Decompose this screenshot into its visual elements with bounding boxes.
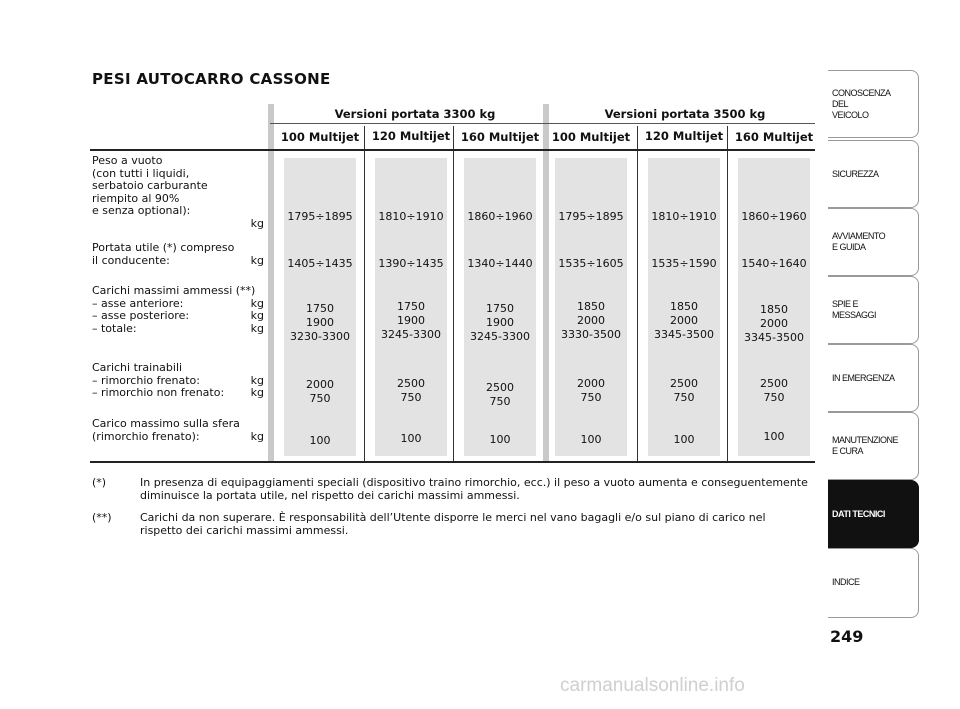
column-header: 100 Multijet [551, 130, 631, 144]
cell-value: 100 [580, 433, 602, 446]
cell-value: 1860÷1960 [741, 210, 807, 223]
cell-value: 2500 750 [670, 377, 698, 404]
sidebar-tab-label: AVVIAMENTO E GUIDA [832, 231, 886, 252]
column-separator [727, 126, 728, 462]
row-unit: kg [250, 217, 264, 230]
cell-value: 1750 1900 3245-3300 [381, 300, 441, 341]
cell-value: 100 [489, 433, 511, 446]
note-1-mark: (*) [92, 476, 107, 489]
sidebar-tab-label: INDICE [832, 576, 860, 587]
sidebar-tab[interactable] [828, 208, 919, 276]
cell-value: 2500 750 [486, 381, 514, 408]
cell-value: 1750 1900 3245-3300 [470, 302, 530, 343]
watermark: carmanualsonline.info [560, 675, 745, 696]
cell-value: 2500 750 [760, 377, 788, 404]
row-label: Carichi trainabili – rimorchio frenato: – rimorchio non frenato: [92, 361, 225, 399]
page-number: 249 [830, 627, 864, 646]
row-unit: kg kg [250, 373, 264, 399]
cell-value: 1535÷1590 [651, 257, 717, 270]
row-label: Carichi massimi ammessi (**) – asse anteriore: – asse posteriore: – totale: [92, 284, 256, 335]
column-separator [637, 126, 638, 462]
sidebar-tab-label: IN EMERGENZA [832, 372, 895, 383]
note-2-mark: (**) [92, 511, 112, 524]
header-rule [90, 149, 815, 151]
cell-value: 2000 750 [577, 377, 605, 404]
cell-value: 1405÷1435 [287, 257, 353, 270]
cell-value: 1810÷1910 [378, 210, 444, 223]
group-divider-right [543, 104, 549, 152]
sidebar-tab[interactable] [828, 480, 919, 548]
cell-value: 100 [400, 432, 422, 445]
column-header: 160 Multijet [734, 130, 814, 144]
page-title: PESI AUTOCARRO CASSONE [92, 70, 331, 88]
group-divider-body [268, 152, 274, 462]
cell-value: 100 [763, 430, 785, 443]
cell-value: 1850 2000 3345-3500 [654, 300, 714, 341]
cell-value: 2000 750 [306, 378, 334, 405]
cell-value: 1850 2000 3330-3500 [561, 300, 621, 341]
cell-value: 1750 1900 3230-3300 [290, 302, 350, 343]
cell-value: 2500 750 [397, 377, 425, 404]
row-label: Carico massimo sulla sfera (rimorchio frenato): [92, 417, 240, 443]
column-separator [364, 126, 365, 462]
row-unit: kg [250, 253, 264, 267]
sidebar-tab[interactable] [828, 140, 919, 208]
sidebar-tab[interactable] [828, 344, 919, 412]
row-unit: kg [250, 429, 264, 443]
row-label: Portata utile (*) compreso il conducente: [92, 241, 235, 267]
note-2-text: Carichi da non superare. È responsabilità dell’Utente disporre le merci nel vano bagagli e/o sul piano di carico nel rispetto dei carichi massimi ammessi. [140, 511, 766, 537]
cell-value: 1810÷1910 [651, 210, 717, 223]
cell-value: 100 [673, 433, 695, 446]
row-label: Peso a vuoto (con tutti i liquidi, serbatoio carburante riempito al 90% e senza optional): [92, 154, 208, 217]
sidebar-tab-label: CONOSCENZA DEL VEICOLO [832, 87, 891, 120]
column-header: 100 Multijet [280, 130, 360, 144]
group-divider-left [268, 104, 274, 152]
cell-value: 1340÷1440 [467, 257, 533, 270]
cell-value: 1860÷1960 [467, 210, 533, 223]
cell-value: 1390÷1435 [378, 257, 444, 270]
sidebar-tab-label: SPIE E MESSAGGI [832, 299, 877, 320]
row-unit: kg kg kg [250, 296, 264, 335]
sidebar-tab-label: DATI TECNICI [832, 508, 885, 519]
cell-value: 1795÷1895 [558, 210, 624, 223]
sidebar-tab[interactable] [828, 276, 919, 344]
sidebar-tab[interactable] [828, 70, 919, 138]
column-header: 160 Multijet [460, 130, 540, 144]
group-rule [270, 123, 815, 124]
column-header: 120 Multijet [371, 129, 451, 143]
sidebar-tab-label: SICUREZZA [832, 168, 879, 179]
sidebar-tab[interactable] [828, 548, 919, 618]
sidebar-tab-label: MANUTENZIONE E CURA [832, 435, 898, 456]
cell-value: 1795÷1895 [287, 210, 353, 223]
cell-value: 1850 2000 3345-3500 [744, 303, 804, 344]
sidebar-tab[interactable] [828, 412, 919, 480]
group-header-3500: Versioni portata 3500 kg [604, 107, 766, 121]
group-header-3300: Versioni portata 3300 kg [334, 107, 496, 121]
column-separator [453, 126, 454, 462]
cell-value: 1535÷1605 [558, 257, 624, 270]
note-1-text: In presenza di equipaggiamenti speciali (dispositivo traino rimorchio, ecc.) il peso a vuoto aumenta e conseguentemente diminuisce la portata utile, nel rispetto dei carichi massimi ammessi. [140, 476, 808, 502]
cell-value: 100 [309, 434, 331, 447]
column-header: 120 Multijet [644, 129, 724, 143]
table-bottom-rule [90, 461, 815, 463]
cell-value: 1540÷1640 [741, 257, 807, 270]
